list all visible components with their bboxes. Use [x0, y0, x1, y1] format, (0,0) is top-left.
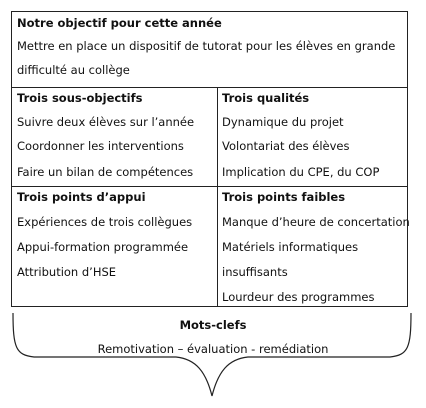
weaknesses-title: Trois points faibles	[222, 190, 346, 204]
strength-item: Expériences de trois collègues	[17, 215, 193, 229]
objective-title: Notre objectif pour cette année	[17, 16, 222, 30]
strength-item: Attribution d’HSE	[17, 265, 117, 279]
objective-line-1: Mettre en place un dispositif de tutorat pour les élèves en grande	[17, 39, 396, 53]
sub-objective-item: Coordonner les interventions	[17, 139, 184, 153]
strengths-title: Trois points d’appui	[17, 190, 146, 204]
weakness-item: insuffisants	[222, 265, 288, 279]
keywords-title: Mots-clefs	[179, 318, 247, 332]
weakness-item: Manque d’heure de concertation	[222, 215, 410, 229]
weakness-item: Matériels informatiques	[222, 240, 359, 254]
sub-objective-item: Faire un bilan de compétences	[17, 165, 194, 179]
sub-objective-item: Suivre deux élèves sur l’année	[17, 115, 195, 129]
quality-item: Volontariat des élèves	[222, 139, 350, 153]
keywords-text: Remotivation – évaluation - remédiation	[97, 342, 329, 356]
strength-item: Appui-formation programmée	[17, 240, 189, 254]
quality-item: Implication du CPE, du COP	[222, 165, 380, 179]
quality-item: Dynamique du projet	[222, 115, 344, 129]
sub-objectives-title: Trois sous-objectifs	[17, 91, 143, 105]
objective-line-2: difficulté au collège	[17, 63, 130, 77]
weakness-item: Lourdeur des programmes	[222, 290, 375, 304]
qualities-title: Trois qualités	[222, 91, 310, 105]
